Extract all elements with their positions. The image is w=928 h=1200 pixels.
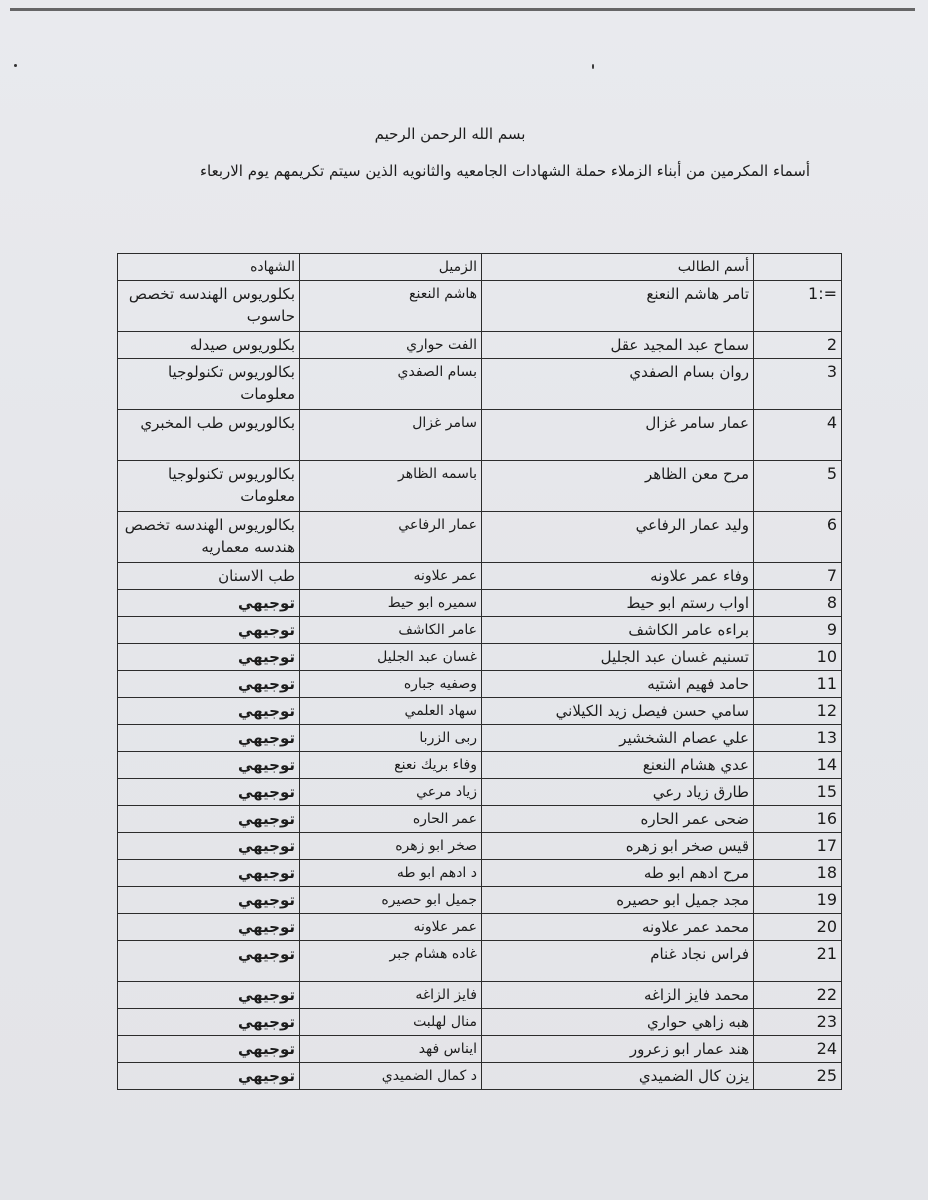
degree-cell: توجيهي xyxy=(118,617,300,644)
colleague-name-cell: عامر الكاشف xyxy=(300,617,482,644)
row-number: 24 xyxy=(816,1039,837,1058)
colleague-name-cell: منال لهلبت xyxy=(300,1009,482,1036)
colleague-name-cell: صخر ابو زهره xyxy=(300,833,482,860)
row-number-cell xyxy=(754,590,842,617)
table-row xyxy=(118,359,842,410)
row-number: 5 xyxy=(826,464,837,483)
row-number-cell xyxy=(754,887,842,914)
row-number-cell xyxy=(754,332,842,359)
row-number: 20 xyxy=(816,917,837,936)
table-row xyxy=(118,281,842,332)
table-row xyxy=(118,332,842,359)
header-number xyxy=(754,254,842,281)
row-number-cell xyxy=(754,752,842,779)
student-name-cell: سماح عبد المجيد عقل xyxy=(482,332,754,359)
row-number: 10 xyxy=(816,647,837,666)
degree-cell: توجيهي xyxy=(118,860,300,887)
row-number-cell xyxy=(754,1009,842,1036)
student-name-cell: حامد فهيم اشتيه xyxy=(482,671,754,698)
table-row xyxy=(118,860,842,887)
scan-speck xyxy=(592,64,594,69)
degree-cell: بكالوريوس تكنولوجيا معلومات xyxy=(118,461,300,512)
table-row xyxy=(118,563,842,590)
row-number: 18 xyxy=(816,863,837,882)
degree-cell: توجيهي xyxy=(118,914,300,941)
row-number: 25 xyxy=(816,1066,837,1085)
student-name-cell: ضحى عمر الحاره xyxy=(482,806,754,833)
colleague-name-cell: فايز الزاغه xyxy=(300,982,482,1009)
student-name-cell: مرح معن الظاهر xyxy=(482,461,754,512)
table-row xyxy=(118,590,842,617)
table-row xyxy=(118,461,842,512)
row-number: 15 xyxy=(816,782,837,801)
row-number-cell xyxy=(754,914,842,941)
degree-cell: توجيهي xyxy=(118,833,300,860)
colleague-name-cell: ايناس فهد xyxy=(300,1036,482,1063)
student-name-cell: فراس نجاد غنام xyxy=(482,941,754,982)
row-number: 22 xyxy=(816,985,837,1004)
table-row xyxy=(118,887,842,914)
degree-cell: توجيهي xyxy=(118,1009,300,1036)
row-number: 4 xyxy=(826,413,837,432)
student-name-cell: تامر هاشم النعنع xyxy=(482,281,754,332)
row-number: 3 xyxy=(826,362,837,381)
degree-cell: توجيهي xyxy=(118,725,300,752)
basmala-heading: بسم الله الرحمن الرحيم xyxy=(374,125,526,143)
table-row xyxy=(118,410,842,461)
student-name-cell: براءه عامر الكاشف xyxy=(482,617,754,644)
row-number: 8 xyxy=(826,593,837,612)
student-name-cell: وليد عمار الرفاعي xyxy=(482,512,754,563)
row-number: 2 xyxy=(826,335,837,354)
student-name-cell: سامي حسن فيصل زيد الكيلاني xyxy=(482,698,754,725)
document-subtitle: أسماء المكرمين من أبناء الزملاء حملة الشهادات الجامعيه والثانويه الذين سيتم تكريمهم يوم الاربعاء xyxy=(199,162,810,180)
degree-cell: بكالوريوس طب المخبري xyxy=(118,410,300,461)
student-name-cell: مرح ادهم ابو طه xyxy=(482,860,754,887)
colleague-name-cell: عمر الحاره xyxy=(300,806,482,833)
colleague-name-cell: د ادهم ابو طه xyxy=(300,860,482,887)
row-number-cell xyxy=(754,698,842,725)
student-name-cell: مجد جميل ابو حصيره xyxy=(482,887,754,914)
colleague-name-cell: جميل ابو حصيره xyxy=(300,887,482,914)
colleague-name-cell: زياد مرعي xyxy=(300,779,482,806)
header-colleague: الزميل xyxy=(300,254,482,281)
row-number-cell xyxy=(754,617,842,644)
student-name-cell: محمد عمر علاونه xyxy=(482,914,754,941)
table-row xyxy=(118,671,842,698)
row-number-cell xyxy=(754,563,842,590)
student-name-cell: روان بسام الصفدي xyxy=(482,359,754,410)
student-name-cell: محمد فايز الزاغه xyxy=(482,982,754,1009)
table-row xyxy=(118,698,842,725)
degree-cell: بكالوريوس تكنولوجيا معلومات xyxy=(118,359,300,410)
colleague-name-cell: سهاد العلمي xyxy=(300,698,482,725)
degree-cell: توجيهي xyxy=(118,941,300,982)
degree-cell: بكلوريوس الهندسه تخصص حاسوب xyxy=(118,281,300,332)
colleague-name-cell: باسمه الظاهر xyxy=(300,461,482,512)
row-number: 19 xyxy=(816,890,837,909)
table-row xyxy=(118,512,842,563)
header-degree: الشهاده xyxy=(118,254,300,281)
row-number: 9 xyxy=(826,620,837,639)
row-number: 16 xyxy=(816,809,837,828)
student-name-cell: عدي هشام النعنع xyxy=(482,752,754,779)
student-name-cell: هبه زاهي حواري xyxy=(482,1009,754,1036)
row-number: 13 xyxy=(816,728,837,747)
row-number-cell xyxy=(754,806,842,833)
student-name-cell: عمار سامر غزال xyxy=(482,410,754,461)
row-number-cell xyxy=(754,410,842,461)
table-row xyxy=(118,833,842,860)
degree-cell: طب الاسنان xyxy=(118,563,300,590)
degree-cell: بكالوريوس الهندسه تخصص هندسه معماريه xyxy=(118,512,300,563)
header-student-name: أسم الطالب xyxy=(482,254,754,281)
student-name-cell: طارق زياد رعي xyxy=(482,779,754,806)
table-row xyxy=(118,752,842,779)
scan-speck xyxy=(14,64,17,67)
degree-cell: توجيهي xyxy=(118,1063,300,1090)
colleague-name-cell: عمار الرفاعي xyxy=(300,512,482,563)
colleague-name-cell: غسان عبد الجليل xyxy=(300,644,482,671)
table-row xyxy=(118,1009,842,1036)
degree-cell: توجيهي xyxy=(118,779,300,806)
row-number: 14 xyxy=(816,755,837,774)
degree-cell: توجيهي xyxy=(118,671,300,698)
colleague-name-cell: بسام الصفدي xyxy=(300,359,482,410)
degree-cell: توجيهي xyxy=(118,982,300,1009)
colleague-name-cell: سميره ابو حيط xyxy=(300,590,482,617)
degree-cell: بكلوريوس صيدله xyxy=(118,332,300,359)
student-name-cell: يزن كال الضميدي xyxy=(482,1063,754,1090)
degree-cell: توجيهي xyxy=(118,887,300,914)
colleague-name-cell: د كمال الضميدي xyxy=(300,1063,482,1090)
row-number-cell xyxy=(754,461,842,512)
table-row xyxy=(118,644,842,671)
row-number-cell xyxy=(754,1063,842,1090)
degree-cell: توجيهي xyxy=(118,590,300,617)
colleague-name-cell: هاشم النعنع xyxy=(300,281,482,332)
row-number-cell xyxy=(754,512,842,563)
row-number-cell xyxy=(754,281,842,332)
row-number: 17 xyxy=(816,836,837,855)
student-name-cell: هند عمار ابو زعرور xyxy=(482,1036,754,1063)
student-name-cell: تسنيم غسان عبد الجليل xyxy=(482,644,754,671)
table-header-row xyxy=(118,254,842,281)
scan-edge-line xyxy=(10,8,915,11)
row-number-cell xyxy=(754,860,842,887)
row-number-cell xyxy=(754,833,842,860)
row-number: 23 xyxy=(816,1012,837,1031)
row-number-cell xyxy=(754,359,842,410)
row-number: 11 xyxy=(816,674,837,693)
row-number-cell xyxy=(754,982,842,1009)
table-row xyxy=(118,617,842,644)
degree-cell: توجيهي xyxy=(118,1036,300,1063)
table-row xyxy=(118,982,842,1009)
student-name-cell: اواب رستم ابو حيط xyxy=(482,590,754,617)
honorees-table xyxy=(117,253,842,1090)
degree-cell: توجيهي xyxy=(118,644,300,671)
student-name-cell: قيس صخر ابو زهره xyxy=(482,833,754,860)
row-number: 6 xyxy=(826,515,837,534)
colleague-name-cell: ربى الزربا xyxy=(300,725,482,752)
row-number-cell xyxy=(754,941,842,982)
row-number-cell xyxy=(754,725,842,752)
row-number: 7 xyxy=(826,566,837,585)
colleague-name-cell: عمر علاونه xyxy=(300,563,482,590)
colleague-name-cell: سامر غزال xyxy=(300,410,482,461)
colleague-name-cell: عمر علاونه xyxy=(300,914,482,941)
row-number-cell xyxy=(754,644,842,671)
student-name-cell: علي عصام الشخشير xyxy=(482,725,754,752)
degree-cell: توجيهي xyxy=(118,752,300,779)
colleague-name-cell: الفت حواري xyxy=(300,332,482,359)
colleague-name-cell: غاده هشام جبر xyxy=(300,941,482,982)
table-row xyxy=(118,725,842,752)
row-number: 12 xyxy=(816,701,837,720)
table-row xyxy=(118,1063,842,1090)
degree-cell: توجيهي xyxy=(118,698,300,725)
table-row xyxy=(118,1036,842,1063)
student-name-cell: وفاء عمر علاونه xyxy=(482,563,754,590)
table-row xyxy=(118,779,842,806)
colleague-name-cell: وفاء بريك نعنع xyxy=(300,752,482,779)
row-number-cell xyxy=(754,779,842,806)
degree-cell: توجيهي xyxy=(118,806,300,833)
row-number-cell xyxy=(754,1036,842,1063)
row-number: 1:= xyxy=(808,284,837,303)
colleague-name-cell: وصفيه جباره xyxy=(300,671,482,698)
table-row xyxy=(118,806,842,833)
row-number: 21 xyxy=(816,944,837,963)
table-row xyxy=(118,941,842,982)
row-number-cell xyxy=(754,671,842,698)
table-row xyxy=(118,914,842,941)
